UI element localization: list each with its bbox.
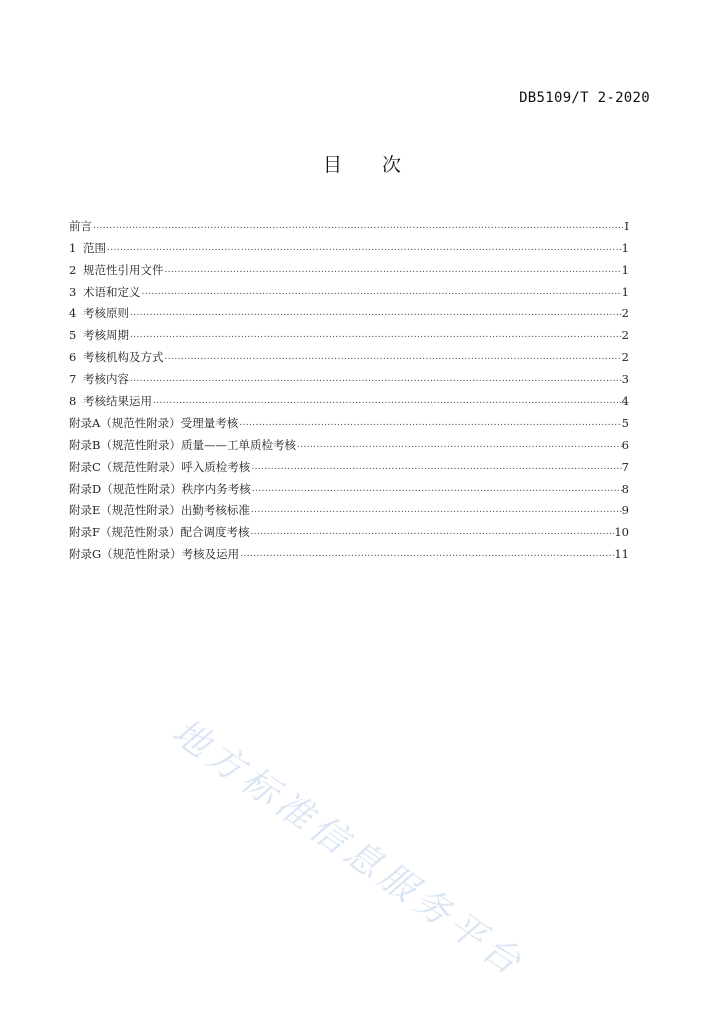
toc-entry[interactable]: [69, 343, 629, 365]
toc-entry-label: 附录D（规范性附录）秩序内务考核: [69, 481, 251, 496]
toc-entry-number: 3: [69, 284, 77, 299]
toc-leader: [249, 524, 614, 540]
toc-leader: [250, 502, 622, 518]
toc-entry[interactable]: [69, 212, 629, 234]
toc-entry[interactable]: [69, 365, 629, 387]
toc-entry-page: 2: [621, 350, 629, 365]
toc-entry-label: 规范性引用文件: [83, 262, 164, 277]
toc-entry[interactable]: [69, 497, 629, 519]
toc-entry[interactable]: [69, 431, 629, 453]
toc-leader: [152, 393, 622, 409]
toc-leader: [251, 481, 622, 497]
toc-entry-label: 范围: [83, 240, 106, 255]
toc-leader: [129, 305, 622, 321]
toc-entry-page: 2: [621, 306, 629, 321]
toc-entry-page: 9: [621, 503, 629, 518]
toc-entry-page: I: [624, 218, 629, 233]
toc-entry-number: 5: [69, 328, 77, 343]
watermark: 地方标准信息服务平台: [164, 711, 533, 986]
toc-entry-number: 8: [69, 394, 77, 409]
toc-leader: [296, 437, 622, 453]
toc-entry[interactable]: [69, 300, 629, 322]
page-title: 目次: [322, 154, 441, 176]
toc-entry-label: 附录E（规范性附录）出勤考核标准: [69, 503, 250, 518]
toc-entry-page: 10: [614, 525, 629, 540]
toc-leader: [250, 459, 621, 475]
toc-entry-label: 附录A（规范性附录）受理量考核: [69, 415, 239, 430]
toc-entry-number: 7: [69, 372, 77, 387]
toc-entry-label: 附录C（规范性附录）呼入质检考核: [69, 459, 251, 474]
toc-entry[interactable]: [69, 540, 629, 562]
toc-entry-page: 4: [621, 394, 629, 409]
toc-entry-label: 附录F（规范性附录）配合调度考核: [69, 525, 250, 540]
toc-entry[interactable]: [69, 256, 629, 278]
toc-entry[interactable]: [69, 453, 629, 475]
toc-leader: [164, 349, 622, 365]
toc-leader: [238, 415, 621, 431]
toc-leader: [129, 371, 622, 387]
toc-leader: [141, 284, 622, 300]
toc-entry-label: 考核结果运用: [83, 394, 152, 409]
toc-entry-page: 6: [621, 437, 629, 452]
toc-entry-page: 7: [621, 459, 629, 474]
toc-leader: [106, 240, 622, 256]
toc-entry-label: 考核机构及方式: [83, 350, 164, 365]
toc-entry[interactable]: [69, 278, 629, 300]
toc-entry[interactable]: [69, 475, 629, 497]
toc-entry[interactable]: [69, 518, 629, 540]
toc-entry-label: 附录B（规范性附录）质量——工单质检考核: [69, 437, 296, 452]
toc-entry-number: 4: [69, 306, 77, 321]
toc-entry-number: 2: [69, 262, 77, 277]
toc-entry[interactable]: [69, 409, 629, 431]
toc-entry-page: 1: [621, 240, 629, 255]
toc-entry-label: 术语和定义: [83, 284, 141, 299]
toc-entry-label: 考核原则: [83, 306, 129, 321]
toc-entry-page: 11: [614, 547, 629, 562]
toc-entry-label: 附录G（规范性附录）考核及运用: [69, 547, 240, 562]
toc-entry-page: 1: [621, 262, 629, 277]
toc-entry-page: 2: [621, 328, 629, 343]
toc-entry-page: 3: [621, 372, 629, 387]
toc-entry[interactable]: [69, 234, 629, 256]
toc-entry-page: 5: [621, 415, 629, 430]
toc-entry[interactable]: [69, 387, 629, 409]
toc-entry-number: 1: [69, 240, 77, 255]
toc-leader: [129, 327, 622, 343]
toc-entry-label: 考核内容: [83, 372, 129, 387]
toc-leader: [92, 218, 623, 234]
toc-leader: [164, 262, 622, 278]
table-of-contents: [69, 212, 629, 562]
toc-entry-page: 1: [621, 284, 629, 299]
toc-leader: [239, 546, 614, 562]
toc-entry-page: 8: [621, 481, 629, 496]
document-code: DB5109/T 2-2020: [519, 90, 650, 106]
toc-entry[interactable]: [69, 321, 629, 343]
toc-entry-label: 考核周期: [83, 328, 129, 343]
toc-entry-label: 前言: [69, 218, 92, 233]
toc-entry-number: 6: [69, 350, 77, 365]
